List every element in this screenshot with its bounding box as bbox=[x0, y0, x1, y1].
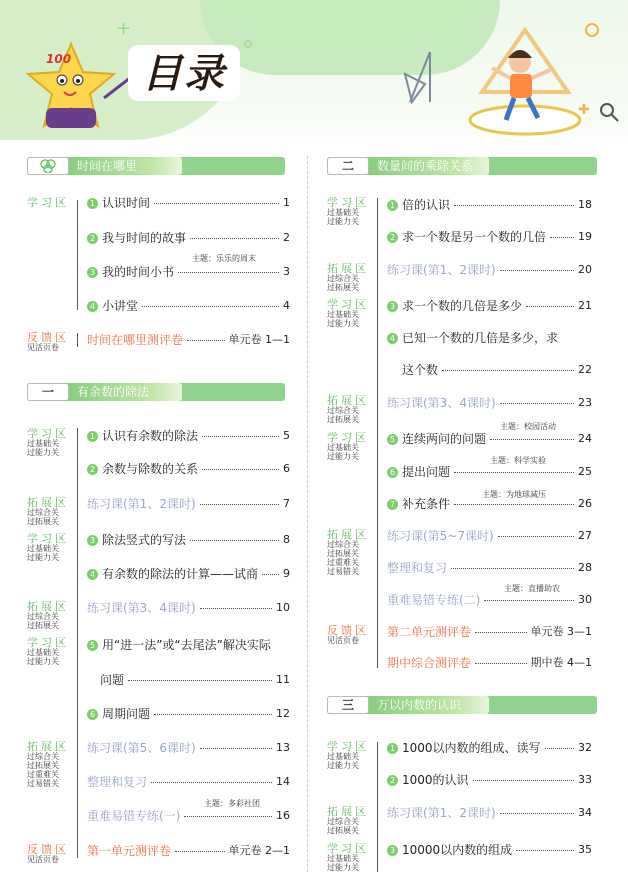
zone-bracket bbox=[377, 742, 378, 872]
header-banner bbox=[0, 0, 628, 148]
section-number: 三 bbox=[327, 696, 369, 714]
zone-learn: 学习区 过基础关 过能力关 bbox=[27, 636, 69, 666]
section-header-division bbox=[27, 383, 285, 401]
zone-expand: 拓展区 过综合关 过拓展关 过重难关 过易错关 bbox=[27, 740, 69, 788]
theme-note: 主题：校园活动 bbox=[500, 422, 556, 431]
toc-entry[interactable]: 3 除法竖式的写法 8 bbox=[87, 532, 290, 548]
toc-entry[interactable]: 时间在哪里测评卷 单元卷 1—1 bbox=[87, 333, 290, 347]
zone-learn: 学习区 过基础关 过能力关 bbox=[327, 740, 369, 770]
zone-learn: 学习区 过基础关 过能力关 bbox=[327, 196, 369, 226]
section-header-relation bbox=[327, 157, 597, 175]
toc-entry[interactable]: 2 1000的认识 33 bbox=[387, 772, 592, 788]
zone-learn: 学习区 过基础关 过能力关 bbox=[327, 431, 369, 461]
zone-bracket bbox=[77, 200, 78, 310]
section-number: 一 bbox=[27, 383, 69, 401]
zone-learn: 学习区 bbox=[27, 196, 69, 209]
toc-entry[interactable]: 3 求一个数的几倍是多少 21 bbox=[387, 298, 592, 314]
zone-expand: 拓展区 过综合关 过拓展关 bbox=[27, 496, 69, 526]
toc-entry[interactable]: 整理和复习 28 bbox=[387, 561, 592, 575]
toc-entry[interactable]: 1 认识时间 1 bbox=[87, 195, 290, 211]
toc-entry[interactable]: 整理和复习 14 bbox=[87, 775, 290, 789]
toc-entry[interactable]: 这个数 22 bbox=[402, 363, 592, 377]
plus-icon: + bbox=[116, 18, 132, 39]
zone-expand: 拓展区 过综合关 过拓展关 bbox=[327, 262, 369, 292]
toc-entry[interactable]: 2 余数与除数的关系 6 bbox=[87, 461, 290, 477]
zone-feedback: 反馈区 见活页卷 bbox=[27, 331, 69, 352]
toc-entry[interactable]: 重难易错专练(一) 16 bbox=[87, 809, 290, 823]
toc-entry[interactable]: 7 补充条件 26 bbox=[387, 496, 592, 512]
toc-entry[interactable]: 2 求一个数是另一个数的几倍 19 bbox=[387, 229, 592, 245]
zone-expand: 拓展区 过综合关 过拓展关 过重难关 过易错关 bbox=[327, 528, 369, 576]
toc-entry[interactable]: 期中综合测评卷 期中卷 4—1 bbox=[387, 656, 592, 670]
toc-entry[interactable]: 重难易错专练(二) 30 bbox=[387, 593, 592, 607]
zone-bracket bbox=[77, 428, 78, 858]
toc-entry[interactable]: 第一单元测评卷 单元卷 2—1 bbox=[87, 844, 290, 858]
theme-note: 主题：乐乐的周末 bbox=[192, 254, 256, 263]
zone-learn: 学习区 过基础关 过能力关 bbox=[27, 532, 69, 562]
zone-feedback: 反馈区 见活页卷 bbox=[327, 624, 369, 645]
toc-entry[interactable]: 4 已知一个数的几倍是多少，求 bbox=[387, 330, 592, 346]
toc-entry[interactable]: 1 倍的认识 18 bbox=[387, 197, 592, 213]
zone-learn: 学习区 过基础关 过能力关 bbox=[327, 298, 369, 328]
star-mascot-icon bbox=[26, 40, 136, 135]
toc-entry[interactable]: 1 认识有余数的除法 5 bbox=[87, 428, 290, 444]
circle-icon bbox=[244, 40, 252, 48]
toc-entry[interactable]: 4 小讲堂 4 bbox=[87, 298, 290, 314]
theme-note: 主题：多彩社团 bbox=[204, 799, 260, 808]
zone-bracket bbox=[77, 333, 78, 347]
toc-entry[interactable]: 练习课(第5~7课时) 27 bbox=[387, 529, 592, 543]
toc-entry[interactable]: 2 我与时间的故事 2 bbox=[87, 230, 290, 246]
flower-icon bbox=[39, 159, 57, 173]
toc-entry[interactable]: 练习课(第3、4课时) 23 bbox=[387, 396, 592, 410]
toc-entry[interactable]: 4 有余数的除法的计算——试商 9 bbox=[87, 566, 290, 582]
section-number: 二 bbox=[327, 157, 369, 175]
toc-entry[interactable]: 1 1000以内数的组成、读写 32 bbox=[387, 740, 592, 756]
zone-feedback: 反馈区 见活页卷 bbox=[27, 843, 69, 864]
page-title: 目录 bbox=[142, 51, 226, 97]
section-title: 时间在哪里 bbox=[77, 159, 138, 173]
toc-entry[interactable]: 练习课(第5、6课时) 13 bbox=[87, 741, 290, 755]
boy-ruler-illustration bbox=[400, 22, 620, 142]
section-header-numbers bbox=[327, 696, 597, 714]
star-badge: 100 bbox=[46, 52, 72, 66]
section-title: 万以内数的认识 bbox=[377, 698, 462, 712]
section-title: 有余数的除法 bbox=[77, 385, 150, 399]
toc-entry[interactable]: 3 10000以内数的组成 35 bbox=[387, 842, 592, 858]
toc-entry[interactable]: 练习课(第1、2课时) 7 bbox=[87, 497, 290, 511]
toc-entry[interactable]: 5 连续两问的问题 24 bbox=[387, 431, 592, 447]
section-number bbox=[27, 157, 69, 175]
toc-entry[interactable]: 3 我的时间小书 3 bbox=[87, 264, 290, 280]
theme-note: 主题：科学实验 bbox=[490, 456, 546, 465]
zone-bracket bbox=[377, 198, 378, 668]
column-divider bbox=[307, 156, 308, 872]
toc-entry[interactable]: 问题 11 bbox=[100, 673, 290, 687]
toc-entry[interactable]: 练习课(第3、4课时) 10 bbox=[87, 601, 290, 615]
zone-expand: 拓展区 过综合关 过拓展关 bbox=[27, 600, 69, 630]
theme-note: 主题：为地球减压 bbox=[482, 490, 546, 499]
section-title: 数量间的乘除关系 bbox=[377, 159, 474, 173]
zone-learn: 学习区 过基础关 过能力关 bbox=[27, 427, 69, 457]
toc-entry[interactable]: 练习课(第1、2课时) 34 bbox=[387, 806, 592, 820]
toc-entry[interactable]: 练习课(第1、2课时) 20 bbox=[387, 263, 592, 277]
toc-entry[interactable]: 6 提出问题 25 bbox=[387, 464, 592, 480]
theme-note: 主题：直播助农 bbox=[504, 584, 560, 593]
toc-entry[interactable]: 6 周期问题 12 bbox=[87, 706, 290, 722]
zone-expand: 拓展区 过综合关 过拓展关 bbox=[327, 805, 369, 835]
toc-entry[interactable]: 5 用“进一法”或“去尾法”解决实际 bbox=[87, 637, 290, 653]
toc-entry[interactable]: 第二单元测评卷 单元卷 3—1 bbox=[387, 625, 592, 639]
section-header-time bbox=[27, 157, 285, 175]
plus-icon: ✚ bbox=[578, 102, 590, 118]
zone-learn: 学习区 过基础关 过能力关 bbox=[327, 843, 369, 872]
zone-expand: 拓展区 过综合关 过拓展关 bbox=[327, 394, 369, 424]
